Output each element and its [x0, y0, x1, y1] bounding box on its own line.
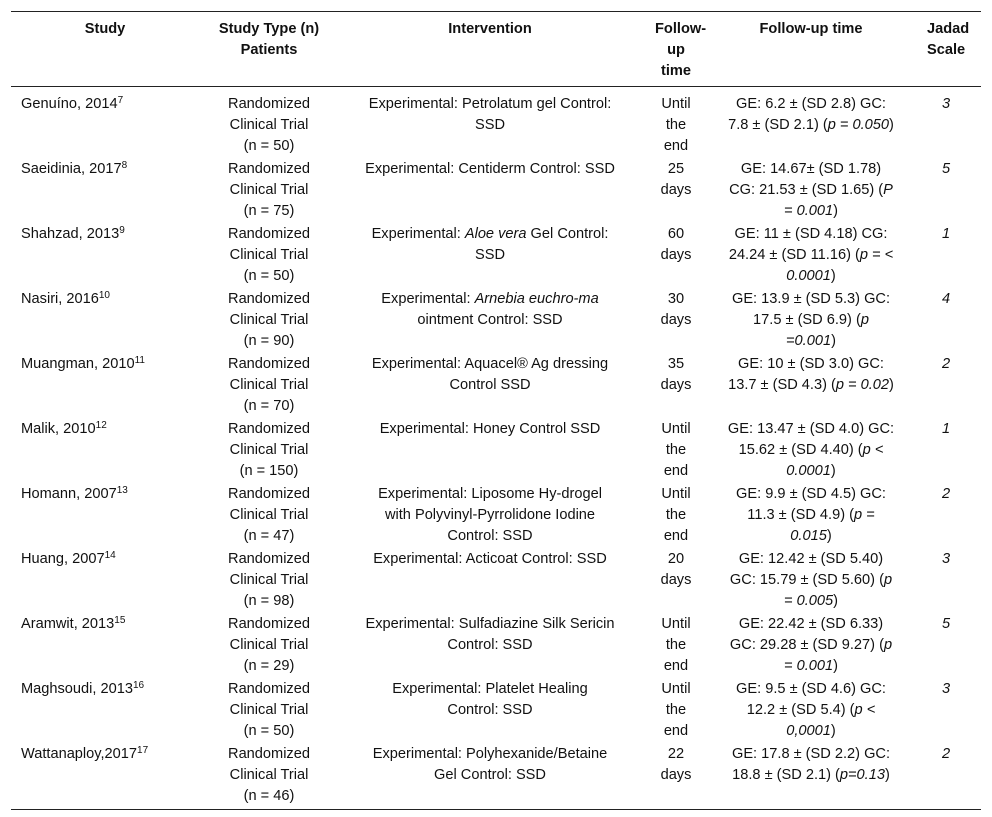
cell-intervention [339, 744, 641, 810]
study-type: Randomized Clinical Trial [228, 96, 310, 133]
intervention-text: Experimental: Sulfadiazine Silk Sericin Control: SSD [365, 616, 615, 653]
cell-jadad-score [911, 679, 981, 744]
study-reference: 8 [121, 160, 128, 171]
study-type: Randomized Clinical Trial [228, 681, 310, 718]
jadad-score: 3 [941, 681, 951, 697]
studies-table [11, 11, 981, 810]
table-row [11, 549, 981, 614]
cell-follow-up-time [641, 87, 711, 160]
study-type: Randomized Clinical Trial [228, 746, 310, 783]
table-row [11, 419, 981, 484]
cell-study-type [199, 549, 339, 614]
cell-follow-up-result [711, 159, 911, 224]
patient-count: (n = 150) [239, 463, 299, 479]
result-text: ) [830, 268, 836, 284]
result-text: ) [830, 723, 836, 739]
intervention-text: Experimental: Platelet Healing Control: SSD [392, 681, 588, 718]
cell-follow-up-result [711, 679, 911, 744]
table-header [11, 12, 981, 87]
cell-study-type [199, 159, 339, 224]
follow-up-time: 25 days [660, 161, 692, 198]
result-text: GE: 17.8 ± (SD 2.2) GC: 18.8 ± (SD 2.1) ( [731, 746, 891, 783]
study-type: Randomized Clinical Trial [228, 421, 310, 458]
jadad-score: 1 [941, 421, 951, 437]
cell-study-type [199, 614, 339, 679]
p-value: p =0.001 [786, 312, 869, 349]
study-reference: 11 [134, 355, 145, 366]
cell-study [11, 744, 199, 810]
study-reference: 9 [119, 225, 125, 236]
intervention-text: ointment Control: SSD [417, 312, 563, 328]
result-text: GE: 6.2 ± (SD 2.8) GC: 7.8 ± (SD 2.1) ( [728, 96, 886, 133]
cell-intervention [339, 159, 641, 224]
cell-jadad-score [911, 744, 981, 810]
patient-count: (n = 90) [243, 333, 295, 349]
cell-follow-up-time [641, 744, 711, 810]
patient-count: (n = 70) [243, 398, 295, 414]
cell-follow-up-time [641, 484, 711, 549]
cell-jadad-score [911, 224, 981, 289]
cell-follow-up-time [641, 289, 711, 354]
study-reference: 10 [98, 290, 110, 301]
study-name: Huang, 2007 [21, 551, 105, 567]
result-text: ) [831, 333, 836, 349]
p-value: p = < 0.0001 [786, 247, 894, 284]
result-text: ) [833, 203, 838, 219]
cell-study-type [199, 354, 339, 419]
jadad-score: 3 [941, 96, 951, 112]
patient-count: (n = 47) [243, 528, 295, 544]
result-text: ) [884, 767, 890, 783]
intervention-text: Experimental: Centiderm Control: SSD [365, 161, 615, 177]
intervention-text: Experimental: [381, 291, 475, 307]
patient-count: (n = 75) [243, 203, 295, 219]
cell-jadad-score [911, 419, 981, 484]
result-text: GE: 11 ± (SD 4.18) CG: 24.24 ± (SD 11.16) ( [728, 226, 888, 263]
follow-up-time: Until the end [661, 616, 691, 674]
study-type: Randomized Clinical Trial [228, 551, 310, 588]
cell-follow-up-result [711, 484, 911, 549]
jadad-score: 5 [941, 616, 951, 632]
result-text: GE: 13.47 ± (SD 4.0) GC: 15.62 ± (SD 4.40) ( [727, 421, 895, 458]
intervention-text: Experimental: Aquacel® Ag dressing Control SSD [371, 356, 609, 393]
header-study: Study [84, 21, 126, 37]
jadad-score: 4 [941, 291, 951, 307]
result-text: ) [830, 463, 836, 479]
cell-follow-up-time [641, 614, 711, 679]
cell-study [11, 614, 199, 679]
study-reference: 16 [132, 680, 145, 691]
cell-intervention [339, 289, 641, 354]
cell-study-type [199, 484, 339, 549]
study-type: Randomized Clinical Trial [228, 486, 310, 523]
p-value: p < 0.0001 [786, 442, 884, 479]
cell-follow-up-result [711, 354, 911, 419]
cell-intervention [339, 549, 641, 614]
study-type: Randomized Clinical Trial [228, 161, 310, 198]
patient-count: (n = 50) [243, 723, 295, 739]
cell-intervention [339, 419, 641, 484]
table-row [11, 614, 981, 679]
p-value: p = 0.015 [790, 507, 875, 544]
cell-study-type [199, 289, 339, 354]
cell-intervention [339, 354, 641, 419]
cell-jadad-score [911, 159, 981, 224]
study-name: Malik, 2010 [21, 421, 96, 437]
table-row [11, 224, 981, 289]
p-value: p = 0.050 [827, 117, 890, 133]
jadad-score: 2 [941, 356, 951, 372]
result-text: ) [889, 377, 894, 393]
study-name: Nasiri, 2016 [21, 291, 99, 307]
study-reference: 12 [95, 420, 107, 431]
table-row [11, 484, 981, 549]
study-reference: 7 [117, 95, 124, 106]
cell-study-type [199, 744, 339, 810]
cell-follow-up-time [641, 679, 711, 744]
table-row [11, 87, 981, 160]
intervention-text: Experimental: Honey Control SSD [379, 421, 601, 437]
cell-study [11, 419, 199, 484]
cell-jadad-score [911, 484, 981, 549]
header-follow-up-result: Follow-up time [759, 21, 863, 37]
cell-intervention [339, 224, 641, 289]
jadad-score: 2 [941, 486, 951, 502]
intervention-text: Gel Control: SSD [474, 226, 609, 263]
result-text: GE: 10 ± (SD 3.0) GC: 13.7 ± (SD 4.3) ( [728, 356, 884, 393]
table-body [11, 87, 981, 810]
study-name: Genuíno, 2014 [21, 96, 118, 112]
study-type: Randomized Clinical Trial [228, 616, 310, 653]
intervention-text: Experimental: Polyhexanide/Betaine Gel Control: SSD [372, 746, 608, 783]
cell-study [11, 159, 199, 224]
cell-jadad-score [911, 614, 981, 679]
cell-study-type [199, 224, 339, 289]
study-name: Muangman, 2010 [21, 356, 135, 372]
header-follow-up-time: Follow-up time [655, 21, 707, 79]
cell-follow-up-result [711, 87, 911, 160]
p-value: p = 0.02 [835, 377, 890, 393]
study-name: Saeidinia, 2017 [21, 161, 122, 177]
cell-follow-up-time [641, 549, 711, 614]
result-text: ) [833, 593, 838, 609]
p-value: p=0.13 [839, 767, 885, 783]
jadad-score: 1 [941, 226, 951, 242]
result-text: ) [889, 117, 894, 133]
follow-up-time: Until the end [661, 486, 691, 544]
result-text: GE: 14.67± (SD 1.78) CG: 21.53 ± (SD 1.65) ( [729, 161, 884, 198]
study-reference: 17 [137, 745, 149, 756]
cell-study [11, 289, 199, 354]
cell-follow-up-time [641, 419, 711, 484]
patient-count: (n = 46) [243, 788, 295, 804]
table-row [11, 289, 981, 354]
cell-follow-up-time [641, 224, 711, 289]
cell-jadad-score [911, 354, 981, 419]
jadad-score: 2 [941, 746, 951, 762]
jadad-score: 5 [941, 161, 951, 177]
follow-up-time: 60 days [660, 226, 692, 263]
cell-follow-up-result [711, 419, 911, 484]
cell-study [11, 679, 199, 744]
p-value: P = 0.001 [784, 182, 893, 219]
cell-study [11, 224, 199, 289]
study-reference: 15 [114, 615, 126, 626]
follow-up-time: 20 days [660, 551, 692, 588]
study-type: Randomized Clinical Trial [228, 291, 310, 328]
cell-jadad-score [911, 549, 981, 614]
cell-intervention [339, 614, 641, 679]
cell-intervention [339, 484, 641, 549]
patient-count: (n = 98) [243, 593, 295, 609]
cell-follow-up-result [711, 614, 911, 679]
intervention-text: Experimental: Liposome Hy-drogel with Polyvinyl-Pyrrolidone Iodine Control: SSD [378, 486, 602, 544]
cell-study-type [199, 679, 339, 744]
result-text: ) [833, 658, 838, 674]
cell-jadad-score [911, 289, 981, 354]
cell-study-type [199, 87, 339, 160]
patient-count: (n = 50) [243, 268, 295, 284]
header-intervention: Intervention [448, 21, 532, 37]
study-name: Shahzad, 2013 [21, 226, 120, 242]
table-row [11, 744, 981, 810]
cell-follow-up-result [711, 289, 911, 354]
cell-intervention [339, 679, 641, 744]
cell-follow-up-time [641, 354, 711, 419]
intervention-italic-text: Aloe vera [464, 226, 527, 242]
follow-up-time: Until the end [661, 421, 691, 479]
cell-follow-up-time [641, 159, 711, 224]
table-row [11, 679, 981, 744]
follow-up-time: 22 days [660, 746, 692, 783]
result-text: GE: 12.42 ± (SD 5.40) GC: 15.79 ± (SD 5.60) ( [729, 551, 884, 588]
follow-up-time: 35 days [660, 356, 692, 393]
p-value: p < 0,0001 [786, 702, 876, 739]
study-type: Randomized Clinical Trial [228, 226, 310, 263]
result-text: ) [826, 528, 832, 544]
result-text: GE: 9.9 ± (SD 4.5) GC: 11.3 ± (SD 4.9) ( [736, 486, 886, 523]
study-reference: 14 [104, 550, 116, 561]
header-jadad-scale: Jadad Scale [927, 21, 970, 58]
study-name: Wattanaploy,2017 [21, 746, 138, 762]
result-text: GE: 9.5 ± (SD 4.6) GC: 12.2 ± (SD 5.4) ( [736, 681, 886, 718]
cell-study [11, 484, 199, 549]
cell-intervention [339, 87, 641, 160]
result-text: GE: 13.9 ± (SD 5.3) GC: 17.5 ± (SD 6.9) ( [731, 291, 891, 328]
p-value: p = 0.005 [784, 572, 893, 609]
result-text: GE: 22.42 ± (SD 6.33) GC: 29.28 ± (SD 9.27) ( [729, 616, 884, 653]
table-row [11, 354, 981, 419]
cell-study [11, 549, 199, 614]
follow-up-time: Until the end [661, 96, 691, 154]
table-row [11, 159, 981, 224]
follow-up-time: 30 days [660, 291, 692, 328]
cell-study-type [199, 419, 339, 484]
cell-study [11, 354, 199, 419]
study-name: Homann, 2007 [21, 486, 117, 502]
follow-up-time: Until the end [661, 681, 691, 739]
study-name: Aramwit, 2013 [21, 616, 115, 632]
jadad-score: 3 [941, 551, 951, 567]
cell-follow-up-result [711, 224, 911, 289]
study-reference: 13 [116, 485, 128, 496]
intervention-text: Experimental: Petrolatum gel Control: SSD [368, 96, 612, 133]
header-study-type: Study Type (n) Patients [218, 21, 320, 58]
intervention-text: Experimental: Acticoat Control: SSD [373, 551, 607, 567]
patient-count: (n = 50) [243, 138, 295, 154]
p-value: p = 0.001 [784, 637, 893, 674]
patient-count: (n = 29) [243, 658, 295, 674]
study-type: Randomized Clinical Trial [228, 356, 310, 393]
intervention-italic-text: Arnebia euchro-ma [474, 291, 599, 307]
study-name: Maghsoudi, 2013 [21, 681, 133, 697]
cell-jadad-score [911, 87, 981, 160]
cell-follow-up-result [711, 549, 911, 614]
intervention-text: Experimental: [371, 226, 465, 242]
cell-study [11, 87, 199, 160]
cell-follow-up-result [711, 744, 911, 810]
